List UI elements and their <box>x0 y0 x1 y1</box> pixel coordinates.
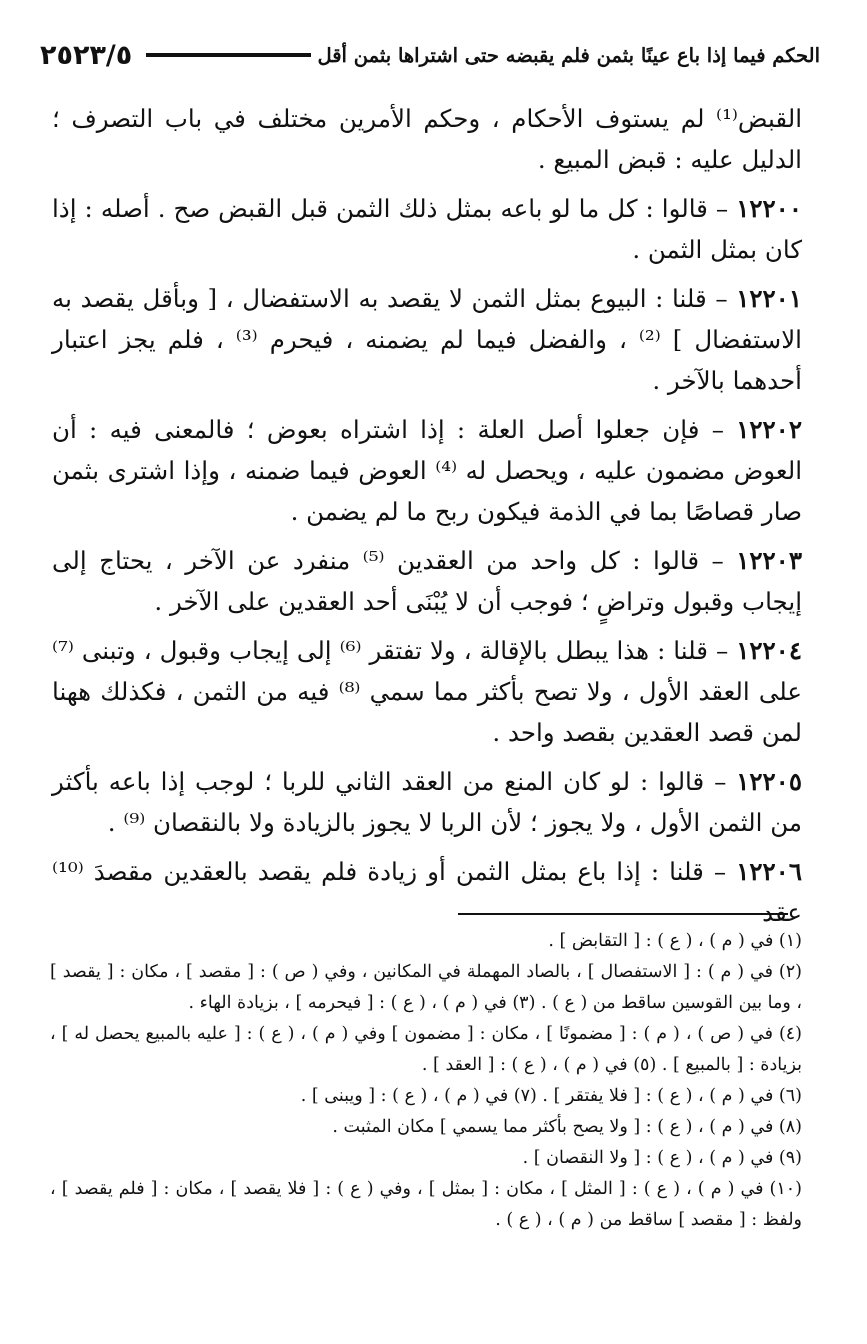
page-header <box>40 28 820 82</box>
paragraph-text: – قلنا : البيوع بمثل الثمن لا يقصد به الاستفضال ، [ وبأقل يقصد به الاستفضال ] ⁽²⁾ ، والفضل فيما لم يضمنه ، فيحرم ⁽³⁾ ، فلم يجز اعتبار أحدهما بالآخر . <box>52 284 802 395</box>
paragraph-number: ١٢٢٠٢ <box>736 415 802 444</box>
main-text <box>52 98 803 927</box>
footnote: (٦) في ( م ) ، ( ع ) : [ فلا يفتقر ] . (٧) في ( م ) ، ( ع ) : [ ويبنى ] . <box>300 1086 802 1106</box>
paragraph-text: – قلنا : هذا يبطل بالإقالة ، ولا تفتقر ⁽⁶⁾ إلى إيجاب وقبول ، وتبنى ⁽⁷⁾ على العقد الأول ، ولا تصح بأكثر مما سمي ⁽⁸⁾ فيه من الثمن ، فكذلك ههنا لمن قصد العقدين بقصد واحد . <box>52 636 802 747</box>
footnote-separator <box>458 913 788 915</box>
paragraph <box>52 278 802 401</box>
paragraph <box>52 851 802 933</box>
paragraph-text: – قالوا : لو كان المنع من العقد الثاني للربا ؛ لوجب إذا باعه بأكثر من الثمن الأول ، ولا يجوز ؛ لأن الربا لا يجوز بالزيادة ولا بالنقصان ⁽⁹⁾ . <box>52 767 802 837</box>
footnote: (٨) في ( م ) ، ( ع ) : [ ولا يصح بأكثر مما يسمي ] مكان المثبت . <box>332 1117 802 1137</box>
footnote: (١٠) في ( م ) ، ( ع ) : [ المثل ] ، مكان : [ بمثل ] ، وفي ( ع ) : [ فلا يقصد ] ، مكان : [ فلم يقصد ] ، ولفظ : [ مقصد ] ساقط من ( م ) ، ( ع ) . <box>50 1179 802 1230</box>
footnote: (١) في ( م ) ، ( ع ) : [ التقابض ] . <box>548 931 802 951</box>
footnote: (٢) في ( م ) : [ الاستفصال ] ، بالصاد المهملة في المكانين ، وفي ( ص ) : [ مقصد ] ، مكان : [ يقصد ] ، وما بين القوسين ساقط من ( ع ) . (٣) في ( م ) ، ( ع ) : [ فيحرمه ] ، بزيادة الهاء . <box>50 962 802 1013</box>
paragraph <box>52 761 802 843</box>
page-number: ٢٥٢٣/٥ <box>40 39 133 71</box>
footnote: (٩) في ( م ) ، ( ع ) : [ ولا النقصان ] . <box>522 1148 802 1168</box>
header-rule <box>146 53 311 57</box>
paragraph-text: – قالوا : كل ما لو باعه بمثل ذلك الثمن قبل القبض صح . أصله : إذا كان بمثل الثمن . <box>52 194 802 264</box>
paragraph-number: ١٢٢٠١ <box>736 284 802 313</box>
paragraph-number: ١٢٢٠٣ <box>736 546 802 575</box>
paragraph-text: القبض⁽¹⁾ لم يستوف الأحكام ، وحكم الأمرين مختلف في باب التصرف ؛ الدليل عليه : قبض المبيع . <box>52 104 802 174</box>
paragraph-number: ١٢٢٠٤ <box>736 636 802 665</box>
paragraph <box>52 540 802 622</box>
paragraph-number: ١٢٢٠٠ <box>736 194 802 223</box>
paragraph-number: ١٢٢٠٦ <box>736 857 802 886</box>
paragraph-text: – قالوا : كل واحد من العقدين ⁽⁵⁾ منفرد عن الآخر ، يحتاج إلى إيجاب وقبول وتراضٍ ؛ فوجب أن لا يُبْنَى أحد العقدين على الآخر . <box>52 546 802 616</box>
footnotes <box>50 926 802 1316</box>
running-title: الحكم فيما إذا باع عينًا بثمن فلم يقبضه حتى اشتراها بثمن أقل <box>317 43 820 67</box>
paragraph-text: – فإن جعلوا أصل العلة : إذا اشتراه بعوض ؛ فالمعنى فيه : أن العوض مضمون عليه ، ويحصل له ⁽⁴⁾ العوض فيما ضمنه ، وإذا اشترى بثمن صار قصاصًا بما في الذمة فيكون ربح ما لم يضمن . <box>52 415 803 526</box>
paragraph <box>52 188 802 270</box>
paragraph <box>52 98 802 180</box>
paragraph <box>52 630 802 753</box>
paragraph-text: – قلنا : إذا باع بمثل الثمن أو زيادة فلم يقصد بالعقدين مقصدَ ⁽¹⁰⁾ عقد <box>52 857 802 927</box>
footnote: (٤) في ( ص ) ، ( م ) : [ مضمونًا ] ، مكان : [ مضمون ] وفي ( م ) ، ( ع ) : [ عليه بالمبيع يحصل له ] ، بزيادة : [ بالمبيع ] . (٥) في ( م ) ، ( ع ) : [ العقد ] . <box>50 1024 802 1075</box>
paragraph <box>52 409 802 532</box>
paragraph-number: ١٢٢٠٥ <box>736 767 802 796</box>
